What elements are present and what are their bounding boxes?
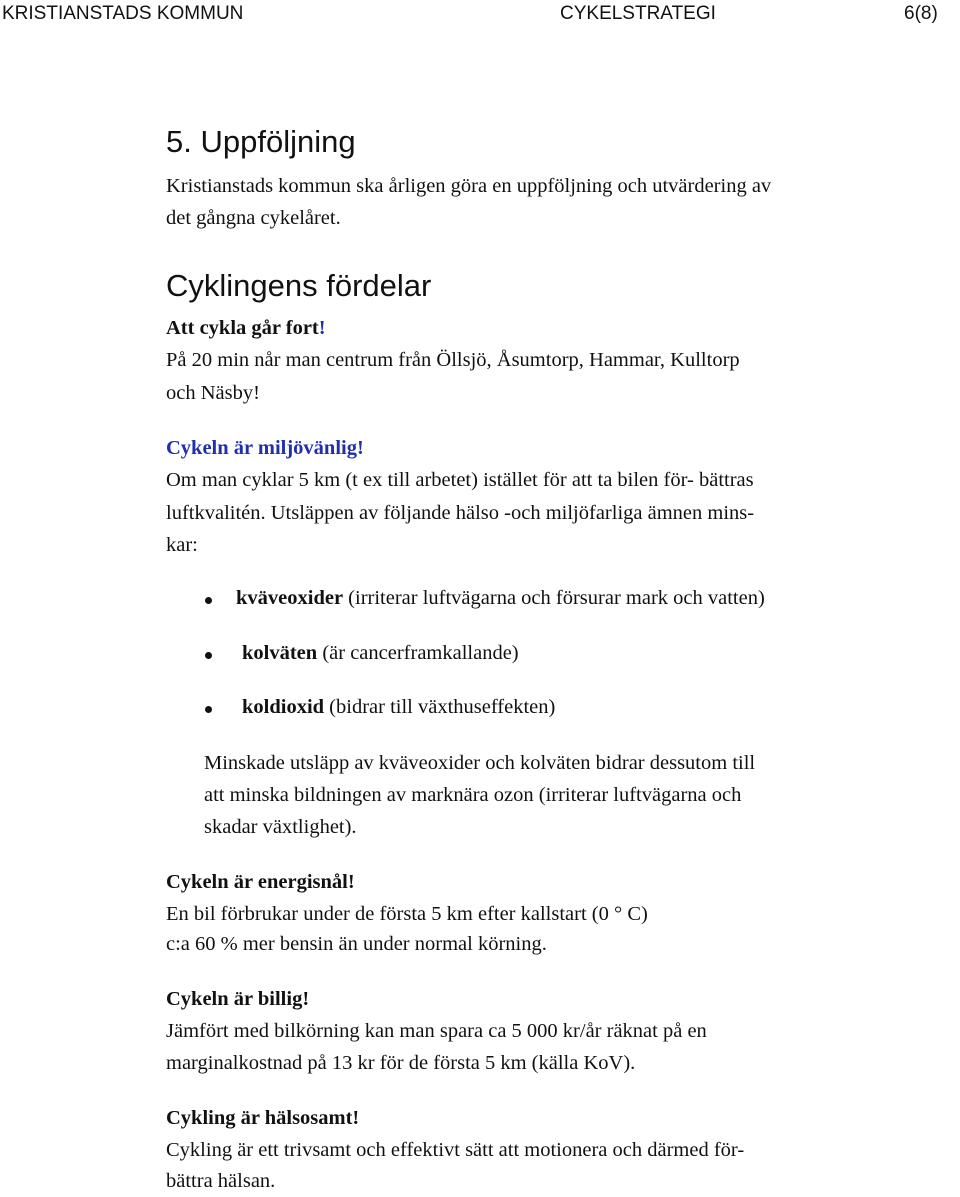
bullet-icon <box>205 597 212 604</box>
subheading-energisnal: Cykeln är energisnål! <box>166 871 355 893</box>
header-organization: KRISTIANSTADS KOMMUN <box>2 3 244 24</box>
paragraph-line: På 20 min når man centrum från Öllsjö, Åsumtorp, Hammar, Kulltorp <box>166 349 740 371</box>
paragraph-line: Minskade utsläpp av kväveoxider och kolväten bidrar dessutom till <box>204 752 756 774</box>
list-item-term: kolväten <box>242 642 318 664</box>
section-heading-cyklingens-fordelar: Cyklingens fördelar <box>166 268 432 303</box>
paragraph-line: Cykling är ett trivsamt och effektivt sätt att motionera och därmed för- <box>166 1139 745 1161</box>
section-heading-uppfoljning: 5. Uppföljning <box>166 124 356 159</box>
list-item-description: (är cancerframkallande) <box>317 642 519 664</box>
paragraph-line: Om man cyklar 5 km (t ex till arbetet) istället för att ta bilen för- bättras <box>166 469 754 491</box>
list-item-description: (bidrar till växthuseffekten) <box>324 696 556 718</box>
list-item-koldioxid <box>242 691 555 723</box>
header-document-title: CYKELSTRATEGI <box>560 3 716 24</box>
paragraph-line: Kristianstads kommun ska årligen göra en uppföljning och utvärdering av <box>166 175 772 197</box>
paragraph-line: c:a 60 % mer bensin än under normal körning. <box>166 933 547 955</box>
list-item-term: kväveoxider <box>236 587 344 609</box>
bullet-icon <box>205 706 212 713</box>
paragraph-line: och Näsby! <box>166 382 260 404</box>
exclamation-mark: ! <box>318 317 326 339</box>
list-item-kvaveoxider <box>236 582 765 614</box>
list-item-description: (irriterar luftvägarna och försurar mark och vatten) <box>343 587 765 609</box>
paragraph-line: kar: <box>166 534 198 556</box>
list-item-term: koldioxid <box>242 696 325 718</box>
paragraph-line: luftkvalitén. Utsläppen av följande hälso -och miljöfarliga ämnen mins- <box>166 502 755 524</box>
subheading-miljovanlig: Cykeln är miljövänlig! <box>166 437 364 459</box>
paragraph-line: det gångna cykelåret. <box>166 207 341 229</box>
subheading-att-cykla-gar-fort <box>166 312 326 344</box>
subheading-text: Att cykla går fort <box>166 317 319 339</box>
subheading-halsosamt: Cykling är hälsosamt! <box>166 1107 360 1129</box>
paragraph-line: Jämfört med bilkörning kan man spara ca 5 000 kr/år räknat på en <box>166 1020 707 1042</box>
paragraph-line: En bil förbrukar under de första 5 km efter kallstart (0 ° C) <box>166 903 648 925</box>
subheading-billig: Cykeln är billig! <box>166 988 310 1010</box>
paragraph-line: bättra hälsan. <box>166 1170 276 1192</box>
paragraph-line: att minska bildningen av marknära ozon (irriterar luftvägarna och <box>204 784 742 806</box>
paragraph-line: skadar växtlighet). <box>204 816 357 838</box>
header-page-number: 6(8) <box>904 3 938 24</box>
list-item-kolvaten <box>242 637 519 669</box>
bullet-icon <box>205 652 212 659</box>
paragraph-line: marginalkostnad på 13 kr för de första 5 km (källa KoV). <box>166 1052 636 1074</box>
